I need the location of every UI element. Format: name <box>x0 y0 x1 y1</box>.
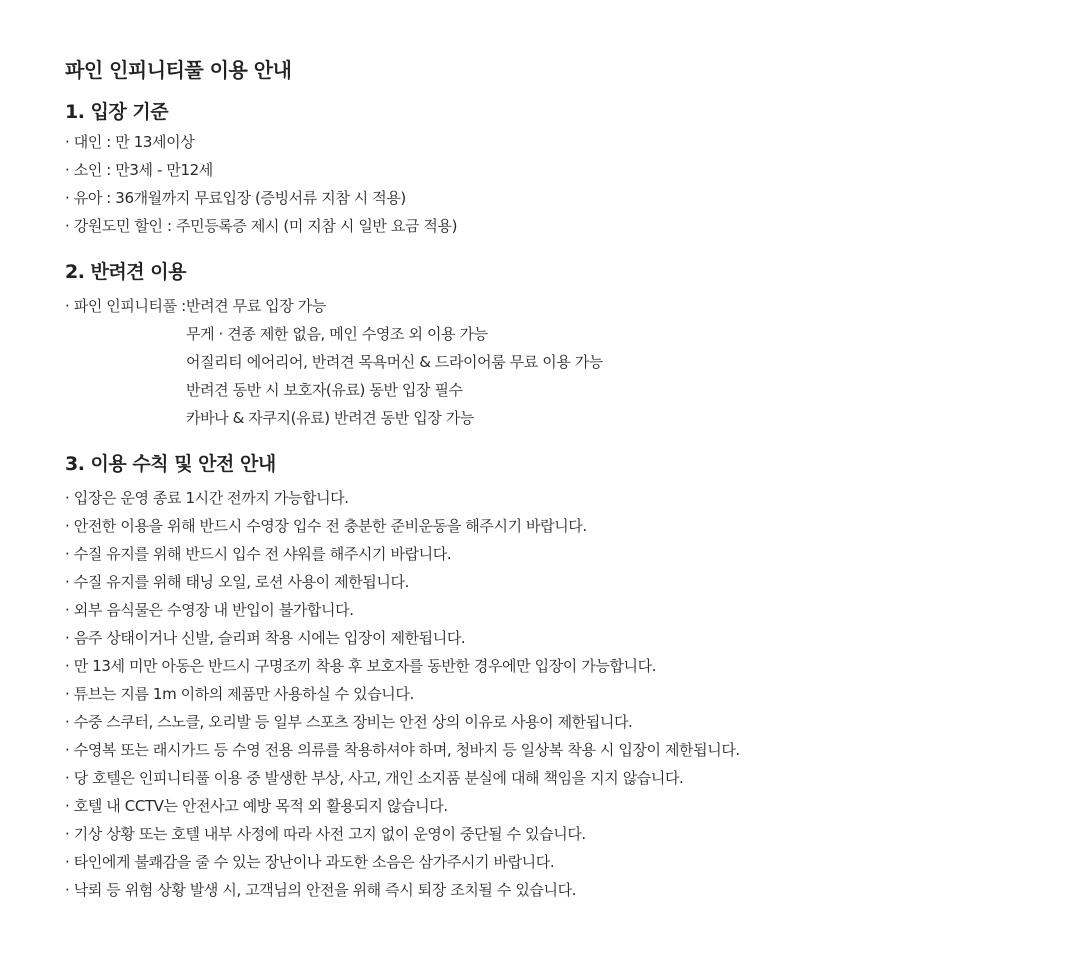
list-item: · 수질 유지를 위해 태닝 오일, 로션 사용이 제한됩니다. <box>65 573 409 591</box>
list-item: · 낙뢰 등 위험 상황 발생 시, 고객님의 안전을 위해 즉시 퇴장 조치될 수 있습니다. <box>65 881 577 899</box>
list-item: · 당 호텔은 인피니티풀 이용 중 발생한 부상, 사고, 개인 소지품 분실에 대해 책임을 지지 않습니다. <box>65 769 684 787</box>
pet-policy-list <box>65 292 1055 432</box>
list-item: · 튜브는 지름 1m 이하의 제품만 사용하실 수 있습니다. <box>65 685 414 703</box>
list-item: · 외부 음식물은 수영장 내 반입이 불가합니다. <box>65 601 354 619</box>
list-item: · 소인 : 만3세 - 만12세 <box>65 161 213 179</box>
list-item: · 호텔 내 CCTV는 안전사고 예방 목적 외 활용되지 않습니다. <box>65 797 448 815</box>
pet-policy-line: 반려견 무료 입장 가능 <box>186 297 326 315</box>
list-item: · 강원도민 할인 : 주민등록증 제시 (미 지참 시 일반 요금 적용) <box>65 217 458 235</box>
admission-list <box>65 128 1055 240</box>
list-item: · 수질 유지를 위해 반드시 입수 전 샤워를 해주시기 바랍니다. <box>65 545 452 563</box>
section-rules <box>65 450 1055 904</box>
list-item <box>65 292 1055 320</box>
pet-policy-label: · 파인 인피니티풀 : <box>65 297 186 315</box>
list-item: · 수중 스쿠터, 스노클, 오리발 등 일부 스포츠 장비는 안전 상의 이유로 사용이 제한됩니다. <box>65 713 633 731</box>
rules-list <box>65 484 1055 904</box>
section-pets <box>65 258 1055 432</box>
list-item: · 유아 : 36개월까지 무료입장 (증빙서류 지참 시 적용) <box>65 189 406 207</box>
section-admission <box>65 98 1055 240</box>
section-heading: 3. 이용 수칙 및 안전 안내 <box>65 453 276 475</box>
pet-policy-line: 무게 · 견종 제한 없음, 메인 수영조 외 이용 가능 <box>186 325 488 343</box>
pet-policy-line: 카바나 & 자쿠지(유료) 반려견 동반 입장 가능 <box>186 409 474 427</box>
pet-policy-line: 반려견 동반 시 보호자(유료) 동반 입장 필수 <box>186 381 463 399</box>
page-title: 파인 인피니티풀 이용 안내 <box>65 58 292 82</box>
list-item: · 타인에게 불쾌감을 줄 수 있는 장난이나 과도한 소음은 삼가주시기 바랍니다. <box>65 853 555 871</box>
section-heading: 2. 반려견 이용 <box>65 261 186 283</box>
list-item: · 수영복 또는 래시가드 등 수영 전용 의류를 착용하셔야 하며, 청바지 등 일상복 착용 시 입장이 제한됩니다. <box>65 741 740 759</box>
list-item: · 만 13세 미만 아동은 반드시 구명조끼 착용 후 보호자를 동반한 경우에만 입장이 가능합니다. <box>65 657 657 675</box>
list-item: · 대인 : 만 13세이상 <box>65 133 195 151</box>
list-item: · 입장은 운영 종료 1시간 전까지 가능합니다. <box>65 489 349 507</box>
section-heading: 1. 입장 기준 <box>65 101 169 123</box>
pet-policy-line: 어질리티 에어리어, 반려견 목욕머신 & 드라이어룸 무료 이용 가능 <box>186 353 603 371</box>
list-item: · 음주 상태이거나 신발, 슬리퍼 착용 시에는 입장이 제한됩니다. <box>65 629 466 647</box>
list-item: · 기상 상황 또는 호텔 내부 사정에 따라 사전 고지 없이 운영이 중단될 수 있습니다. <box>65 825 586 843</box>
list-item: · 안전한 이용을 위해 반드시 수영장 입수 전 충분한 준비운동을 해주시기 바랍니다. <box>65 517 587 535</box>
pool-guide-document <box>65 54 1055 904</box>
